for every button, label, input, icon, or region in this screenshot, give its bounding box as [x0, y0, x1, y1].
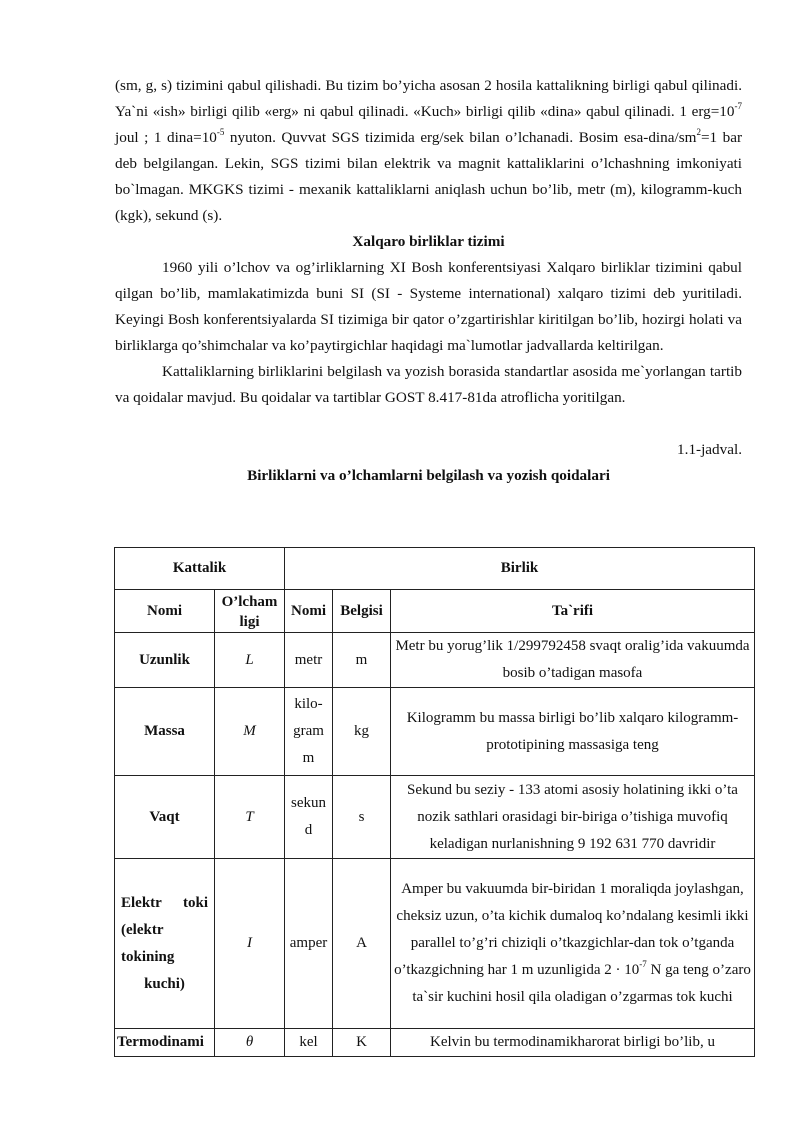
quantity-name: Uzunlik — [115, 633, 215, 688]
quantity-name: Elektr toki (elektr tokining kuchi) — [115, 859, 215, 1029]
table-reference: 1.1-jadval. — [677, 441, 742, 458]
table-row — [115, 688, 755, 776]
unit-symbol: s — [333, 776, 391, 859]
section-title: Xalqaro birliklar tizimi — [352, 233, 505, 250]
header-unit-nomi: Nomi — [285, 590, 333, 633]
unit-symbol: kg — [333, 688, 391, 776]
table-row — [115, 633, 755, 688]
dimension-symbol: L — [215, 633, 285, 688]
header-kattalik: Kattalik — [115, 548, 285, 590]
unit-definition: Amper bu vakuumda bir-biridan 1 moraliqda joylashgan, cheksiz uzun, o’ta kichik dumaloq ko’ndalang kesimli ikki parallel to’g’ri chiziqli o’tkazgichlar-dan tok o’tganda o’tkazgichning har 1 m uzunligida $2 \cdot 10^{-7}$ N ga teng o’zaro ta`sir kuchini hosil qila oladigan o’zgarmas tok kuchi — [391, 859, 755, 1029]
dimension-symbol: θ — [215, 1029, 285, 1057]
unit-name: metr — [285, 633, 333, 688]
unit-symbol: m — [333, 633, 391, 688]
header-nomi: Nomi — [115, 590, 215, 633]
unit-symbol: K — [333, 1029, 391, 1057]
table-row — [115, 776, 755, 859]
paragraph-gost: Kattaliklarning birliklarini belgilash va yozish borasida standartlar asosida me`yorlangan tartib va qoidalar mavjud. Bu qoidalar va tartiblar GOST 8.417-81da atroflicha yoritilgan. — [115, 363, 742, 406]
unit-name: amper — [285, 859, 333, 1029]
dimension-symbol: I — [215, 859, 285, 1029]
unit-definition: Metr bu yorug’lik 1/299792458 svaqt oralig’ida vakuumda bosib o’tadigan masofa — [391, 633, 755, 688]
header-belgisi: Belgisi — [333, 590, 391, 633]
header-olchamligi: O’lcham ligi — [215, 590, 285, 633]
unit-name: kilo-gram m — [285, 688, 333, 776]
unit-symbol: A — [333, 859, 391, 1029]
dimension-symbol: T — [215, 776, 285, 859]
unit-definition: Kilogramm bu massa birligi bo’lib xalqaro kilogramm-prototipining massasiga teng — [391, 688, 755, 776]
quantity-name: Massa — [115, 688, 215, 776]
table-row — [115, 859, 755, 1029]
quantity-name: Termodinami — [115, 1029, 215, 1057]
table-title: Birliklarni va o’lchamlarni belgilash va yozish qoidalari — [247, 467, 610, 484]
units-table — [114, 547, 755, 1057]
unit-definition: Sekund bu seziy - 133 atomi asosiy holatining ikki o’ta nozik sathlari orasidagi bir-biriga o’tishiga muvofiq keladigan nurlanishning 9 192 631 770 davridir — [391, 776, 755, 859]
quantity-name: Vaqt — [115, 776, 215, 859]
unit-name: sekun d — [285, 776, 333, 859]
page-text — [115, 73, 742, 489]
header-tarifi: Ta`rifi — [391, 590, 755, 633]
dimension-symbol: M — [215, 688, 285, 776]
intro-paragraph: (sm, g, s) tizimini qabul qilishadi. Bu tizim bo’yicha asosan 2 hosila kattalikning birligi qabul qilinadi. Ya`ni «ish» birligi qilib «erg» ni qabul qilinadi. «Kuch» birligi qilib «dina» qabul qilinadi. 1 $erg=10^{-7}$ joul ; 1 $dina=10^{-5}$ nyuton. Quvvat SGS tizimida erg/sek bilan o’lchanadi. Bosim esa-$dina/sm^2=1$ bar deb belgilangan. Lekin, SGS tizimi bilan elektrik va magnit kattaliklarini o’lchashning imkoniyati bo`lmagan. MKGKS tizimi - mexanik kattaliklarni aniqlash uchun bo’lib, metr (m), kilogramm-kuch (kgk), sekund (s). — [115, 77, 743, 224]
unit-name: kel — [285, 1029, 333, 1057]
header-birlik: Birlik — [285, 548, 755, 590]
table-row — [115, 1029, 755, 1057]
paragraph-si: 1960 yili o’lchov va og’irliklarning XI Bosh konferentsiyasi Xalqaro birliklar tizimini qabul qilgan bo’lib, mamlakatimizda buni SI (SI - Systeme international) xalqaro tizimi deb yuritiladi. Keyingi Bosh konferentsiyalarda SI tizimiga bir qator o’zgartirishlar kiritilgan bo’lib, hozirgi holati va birliklarga qo’shimchalar va ko’paytirgichlar haqidagi ma`lumotlar jadvallarda keltirilgan. — [115, 259, 742, 354]
unit-definition: Kelvin bu termodinamikharorat birligi bo’lib, u — [391, 1029, 755, 1057]
